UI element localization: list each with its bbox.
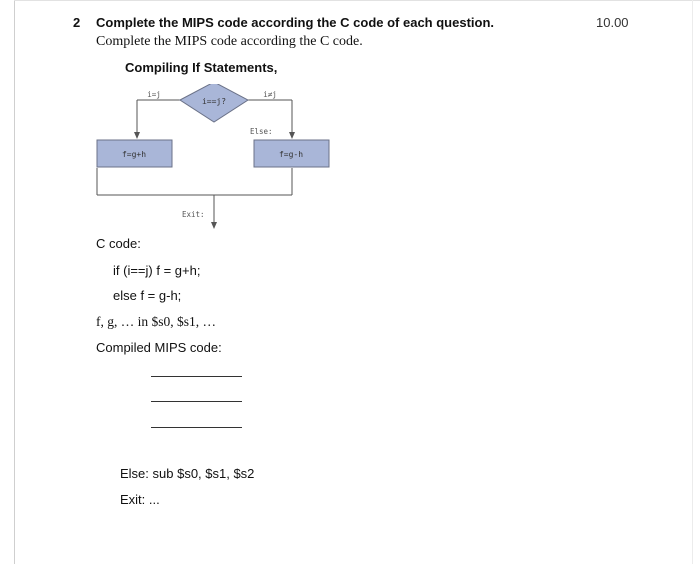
c-code-line-2: else f = g-h;	[113, 288, 182, 303]
decision-label: i==j?	[201, 97, 227, 106]
answer-blank-1[interactable]	[151, 376, 242, 377]
page-top-border	[14, 0, 700, 1]
variable-mapping: f, g, … in $s0, $s1, …	[96, 314, 217, 329]
else-label: Else:	[250, 127, 273, 136]
section-heading: Compiling If Statements,	[125, 60, 278, 75]
flowchart-svg	[90, 84, 340, 230]
c-code-heading: C code:	[96, 236, 141, 251]
mips-else-line: Else: sub $s0, $s1, $s2	[120, 466, 255, 481]
not-equal-branch-label: i≠j	[263, 90, 277, 99]
exit-arrowhead	[211, 222, 217, 229]
left-arrowhead	[134, 132, 140, 139]
question-subtitle: Complete the MIPS code according the C code.	[96, 34, 363, 49]
question-title: Complete the MIPS code according the C code of each question.	[96, 15, 495, 30]
answer-blank-2[interactable]	[151, 401, 242, 402]
mips-exit-line: Exit: ...	[120, 492, 160, 507]
mips-heading: Compiled MIPS code:	[96, 340, 222, 355]
right-arrowhead	[289, 132, 295, 139]
if-statement-flowchart	[90, 84, 340, 230]
equal-branch-label: i=j	[147, 90, 161, 99]
page-right-border	[692, 0, 693, 564]
answer-blank-3[interactable]	[151, 427, 242, 428]
page-left-border	[14, 0, 15, 564]
c-code-line-1: if (i==j) f = g+h;	[113, 263, 201, 278]
else-box-label: f=g-h	[278, 150, 304, 159]
then-box-label: f=g+h	[121, 150, 147, 159]
question-number: 2	[73, 15, 81, 30]
question-points: 10.00	[596, 15, 629, 30]
exit-label: Exit:	[182, 210, 205, 219]
